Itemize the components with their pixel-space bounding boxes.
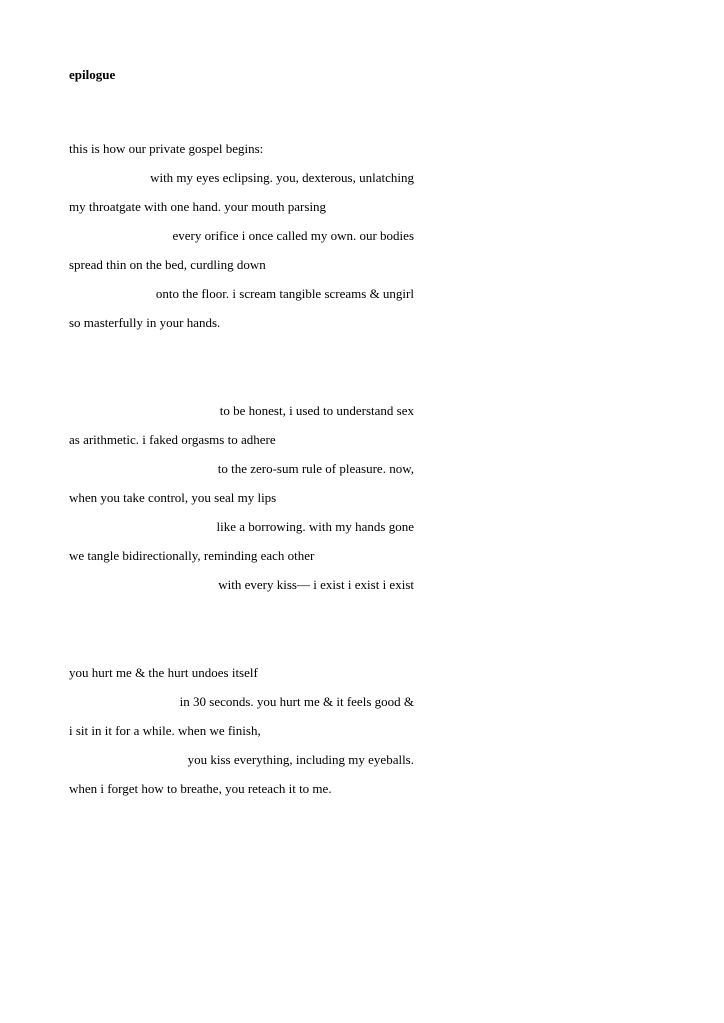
poem-line: my throatgate with one hand. your mouth parsing [69, 199, 327, 214]
poem-line: with my eyes eclipsing. you, dexterous, unlatching [150, 170, 414, 185]
poem-line: to the zero-sum rule of pleasure. now, [217, 461, 414, 476]
poem-line: we tangle bidirectionally, reminding each other [69, 548, 315, 563]
poem-line: every orifice i once called my own. our bodies [172, 228, 414, 243]
poem-line: you hurt me & the hurt undoes itself [69, 665, 258, 680]
poem-line: to be honest, i used to understand sex [219, 403, 414, 418]
poem-title: epilogue [69, 67, 116, 82]
poem-line: i sit in it for a while. when we finish, [69, 723, 261, 738]
poem-line: as arithmetic. i faked orgasms to adhere [69, 432, 276, 447]
poem-line: with every kiss— i exist i exist i exist [218, 577, 414, 592]
poem-line: when you take control, you seal my lips [69, 490, 277, 505]
poem-line: you kiss everything, including my eyeballs. [187, 752, 414, 767]
poem-line: onto the floor. i scream tangible screams & ungirl [155, 286, 414, 301]
poem-line: spread thin on the bed, curdling down [69, 257, 266, 272]
poem-line: when i forget how to breathe, you reteach it to me. [69, 781, 332, 796]
poem-line: this is how our private gospel begins: [69, 141, 264, 156]
poem-line: so masterfully in your hands. [69, 315, 221, 330]
poem-line: like a borrowing. with my hands gone [216, 519, 414, 534]
poem-line: in 30 seconds. you hurt me & it feels good & [179, 694, 414, 709]
